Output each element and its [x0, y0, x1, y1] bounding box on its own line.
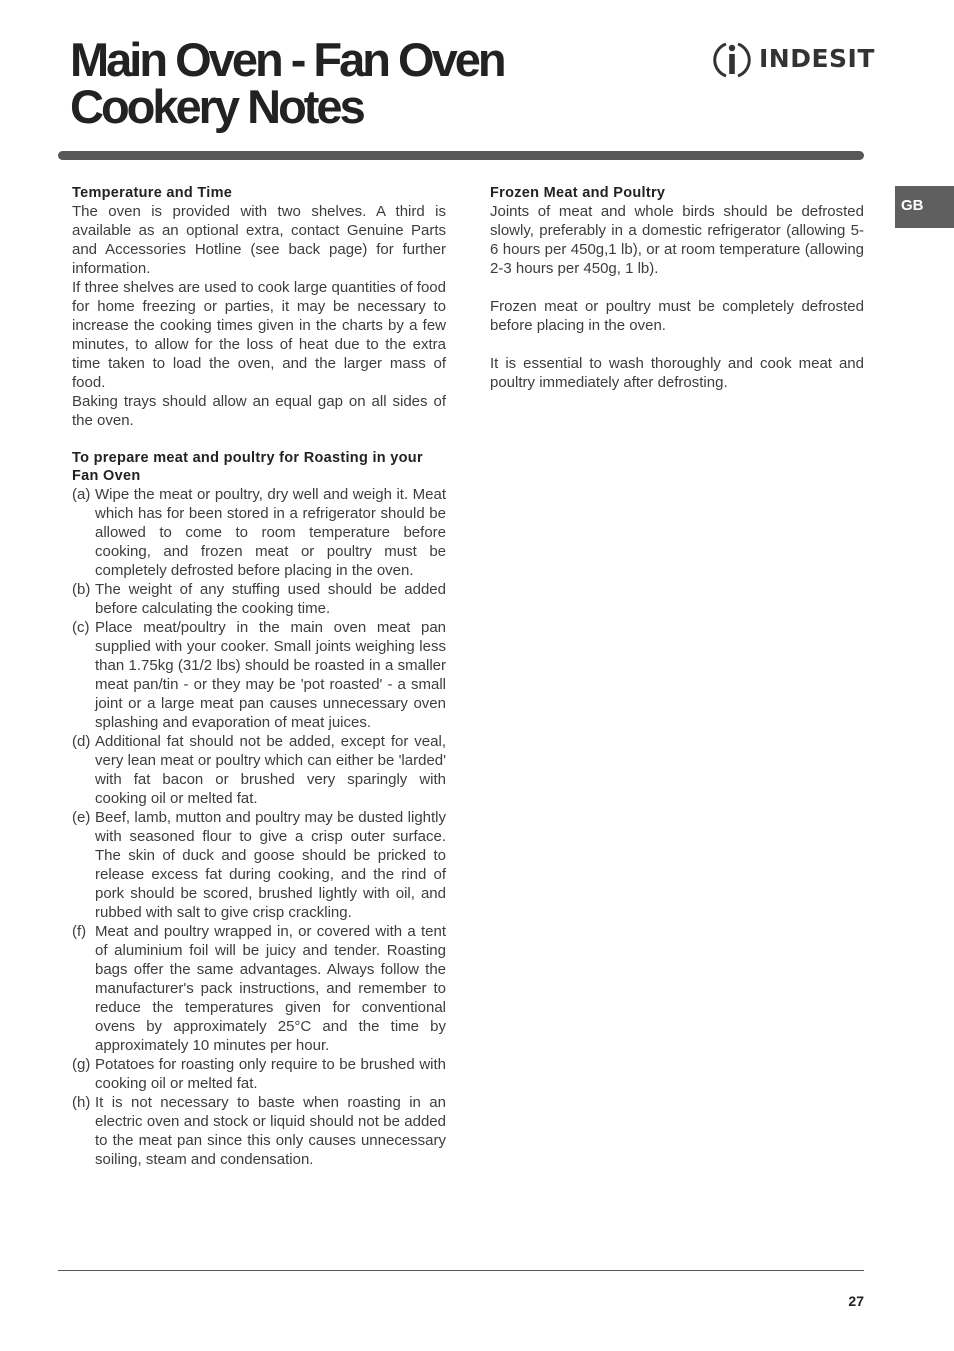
list-item — [72, 808, 446, 922]
list-item — [72, 732, 446, 808]
header-divider — [58, 151, 864, 160]
list-marker: (c) — [72, 619, 90, 636]
paragraph: Joints of meat and whole birds should be defrosted slowly, preferably in a domestic refrigerator (allowing 5-6 hours per 450g,1 lb), or at room temperature (allowing 2-3 hours per 450g, 1 lb). — [490, 203, 864, 277]
list-item-text: Beef, lamb, mutton and poultry may be dusted lightly with seasoned flour to give a crisp outer surface. The skin of duck and goose should be pricked to release excess fat during cooking, and the rind of pork should be scored, brushed lightly with oil, and rubbed with salt to give crisp crackling. — [95, 809, 446, 921]
right-column — [490, 184, 864, 392]
list-marker: (d) — [72, 733, 91, 750]
page-number: 27 — [848, 1293, 864, 1309]
list-marker: (e) — [72, 809, 91, 826]
paragraph: If three shelves are used to cook large quantities of food for home freezing or parties, it may be necessary to increase the cooking times given in the charts by a few minutes, to allow for the loss of heat due to the extra time taken to load the oven, and the larger mass of food. — [72, 279, 446, 391]
list-item — [72, 618, 446, 732]
list-item-text: Additional fat should not be added, except for veal, very lean meat or poultry which can either be 'larded' with fat bacon or brushed very sparingly with cooking oil or melted fat. — [95, 733, 446, 807]
paragraph: Frozen meat or poultry must be completely defrosted before placing in the oven. — [490, 298, 864, 334]
list-item-text: Potatoes for roasting only require to be brushed with cooking oil or melted fat. — [95, 1056, 446, 1092]
list-marker: (h) — [72, 1094, 91, 1111]
language-tab: GB — [895, 186, 954, 228]
list-marker: (b) — [72, 581, 91, 598]
section-heading-roasting: To prepare meat and poultry for Roasting in your Fan Oven — [72, 450, 423, 484]
list-item-text: The weight of any stuffing used should be added before calculating the cooking time. — [95, 581, 446, 617]
list-marker: (f) — [72, 923, 87, 940]
footer-divider — [58, 1270, 864, 1271]
list-marker: (g) — [72, 1056, 91, 1073]
list-item — [72, 1055, 446, 1093]
logo-wordmark: INDESIT — [759, 44, 875, 73]
paragraph: Baking trays should allow an equal gap on all sides of the oven. — [72, 393, 446, 429]
list-item-text: It is not necessary to baste when roasting in an electric oven and stock or liquid should not be added to the meat pan since this only causes unnecessary soiling, steam and condensation. — [95, 1094, 446, 1168]
left-column — [72, 184, 446, 1169]
list-item — [72, 580, 446, 618]
list-item — [72, 1093, 446, 1169]
list-item-text: Meat and poultry wrapped in, or covered with a tent of aluminium foil will be juicy and tender. Roasting bags offer the same advantages. Always follow the manufacturer's pack instructions, and remember to reduce the temperatures given for conventional ovens by approximately 25°C and the time by approximately 10 minutes per hour. — [95, 923, 446, 1054]
list-item — [72, 485, 446, 580]
page-title-line-2: Cookery Notes — [70, 80, 363, 133]
list-item-text: Place meat/poultry in the main oven meat pan supplied with your cooker. Small joints weighing less than 1.75kg (31/2 lbs) should be roasted in a smaller meat pan/tin - or they may be 'pot roasted' - a small joint or a large meat pan causes unnecessary oven splashing and evaporation of meat juices. — [95, 619, 446, 731]
list-item — [72, 922, 446, 1055]
indesit-i-icon — [711, 39, 753, 81]
roasting-steps-list — [72, 485, 446, 1169]
paragraph: The oven is provided with two shelves. A third is available as an optional extra, contact Genuine Parts and Accessories Hotline (see back page) for further information. — [72, 203, 446, 277]
brand-logo — [711, 38, 875, 82]
list-item-text: Wipe the meat or poultry, dry well and weigh it. Meat which has for been stored in a refrigerator should be allowed to come to room temperature before cooking, and frozen meat or poultry must be completely defrosted before placing in the oven. — [95, 486, 446, 579]
page-title-line-1: Main Oven - Fan Oven — [70, 33, 504, 86]
paragraph: It is essential to wash thoroughly and cook meat and poultry immediately after defrosting. — [490, 355, 864, 391]
list-marker: (a) — [72, 486, 91, 503]
section-heading-frozen: Frozen Meat and Poultry — [490, 185, 666, 201]
section-heading-temperature: Temperature and Time — [72, 185, 233, 201]
page-title — [70, 33, 504, 133]
